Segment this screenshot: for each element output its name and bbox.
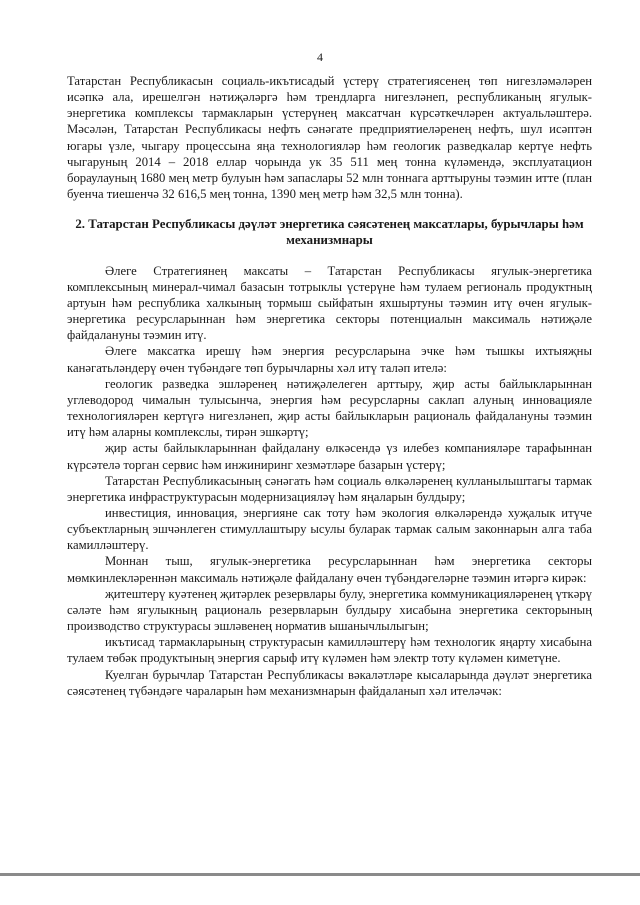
scan-edge-divider (0, 873, 640, 876)
section-heading: 2. Татарстан Республикасы дәүләт энергетика сәясәтенең максатлары, бурычлары һәм механизмнары (75, 217, 584, 248)
task-item-services: җир асты байлыкларыннан файдалану өлкәсендә үз илебез компанияләре тарафыннан күрсәтелә торган сервис һәм инжиниринг хезмәтләре базарын үстерү; (67, 441, 592, 472)
additional-item-reliability: җитештерү куәтенең җитәрлек резервлары булу, энергетика коммуникацияләренең үткәрү сәләте һәм ягулыкның рациональ резервларын булдыру хисабына энергетика секторының производство структурасы эшләвенең норматив ышанычлылыгын; (67, 586, 593, 634)
mechanisms-intro-paragraph: Куелган бурычлар Татарстан Республикасы вәкаләтләре кысаларында дәүләт энергетика сәясәтенең түбәндәге чараларын һәм механизмнарын файдаланып хәл ителәчәк: (67, 667, 592, 698)
additional-intro-paragraph: Моннан тыш, ягулык-энергетика ресурсларыннан һәм энергетика секторы мөмкинлекләреннән максималь нәтиҗәле файдалану өчен түбәндәгеләрне тәэмин итәргә кирәк: (67, 554, 592, 585)
intro-paragraph: Татарстан Республикасын социаль-икътисадый үстерү стратегиясенең төп нигезләмәләрен исәпкә ала, ирешелгән нәтиҗәләргә һәм трендларга нигезләнеп, республиканың ягулык-энергетика комплексы тармакларын үстерүнең максатчан күрсәткечләрен актуальләштерә. Мәсәлән, Татарстан Республикасы нефть сәнәгате предприятиеләренең нефть, шул исәптән югары үзле, чыгару процессына яңа технологияләр һәм геологик разведкалар кертүе нефть чыгаруның 2014 – 2018 еллар чорында ук 35 511 мең тонна күләмендә, эксплуатацион бораулауның 1680 мең метр булуын һәм запаслары 52 млн тоннага арттыруны тәэмин итте (план буенча тиешенчә 32 616,5 мең тонна, 1390 мең метр һәм 32,5 млн тонна). (67, 74, 592, 202)
task-item-tax: инвестиция, инновация, энергияне сак тоту һәм экология өлкәләрендә хуҗалык итүче субъектларның эшчәнлеген стимуллаштыру ысулы буларак тармак салым законнарын алга таба камилләштерү. (67, 506, 592, 553)
additional-item-energy-intensity: икътисад тармакларының структурасын камилләштерү һәм технологик яңарту хисабына тулаем төбәк продуктының энергия сарыф итү күләмен һәм электр тоту күләмен киметүне. (67, 635, 592, 666)
goal-paragraph: Әлеге Стратегиянең максаты – Татарстан Республикасы ягулык-энергетика комплексының минерал-чимал базасын тотрыклы үстерүне һәм тулаем региональ продуктның артуын һәм республика халкының тормыш сыйфатын яхшыртуны тәэмин итү өчен ягулык-энергетика ресурсларыннан һәм энергетика секторы потенциалын максималь нәтиҗәле файдалануны тәэмин итү. (67, 263, 592, 343)
document-body (67, 73, 592, 699)
page-number: 4 (317, 50, 323, 64)
tasks-intro-paragraph: Әлеге максатка ирешү һәм энергия ресурсларына эчке һәм тышкы ихтыяҗны канәгатьләндерү өчен түбәндәге төп бурычларны хәл итү таләп ителә: (67, 344, 592, 375)
task-item-infrastructure: Татарстан Республикасының сәнәгать һәм социаль өлкәләренең кулланылыштагы тармак энергетика инфраструктурасын модернизацияләү һәм яңаларын булдыру; (67, 473, 592, 504)
task-item-geological: геологик разведка эшләренең нәтиҗәлелеген арттыру, җир асты байлыкларыннан углеводород чималын тулысынча, энергия һәм ресурсларны саклап алуның инновацияле технологияләрен кертүгә нигезләнеп, җир асты байлыкларын рациональ файдалануны тәэмин итү һәм аларны комплекслы, тирән эшкәртү; (67, 376, 592, 440)
